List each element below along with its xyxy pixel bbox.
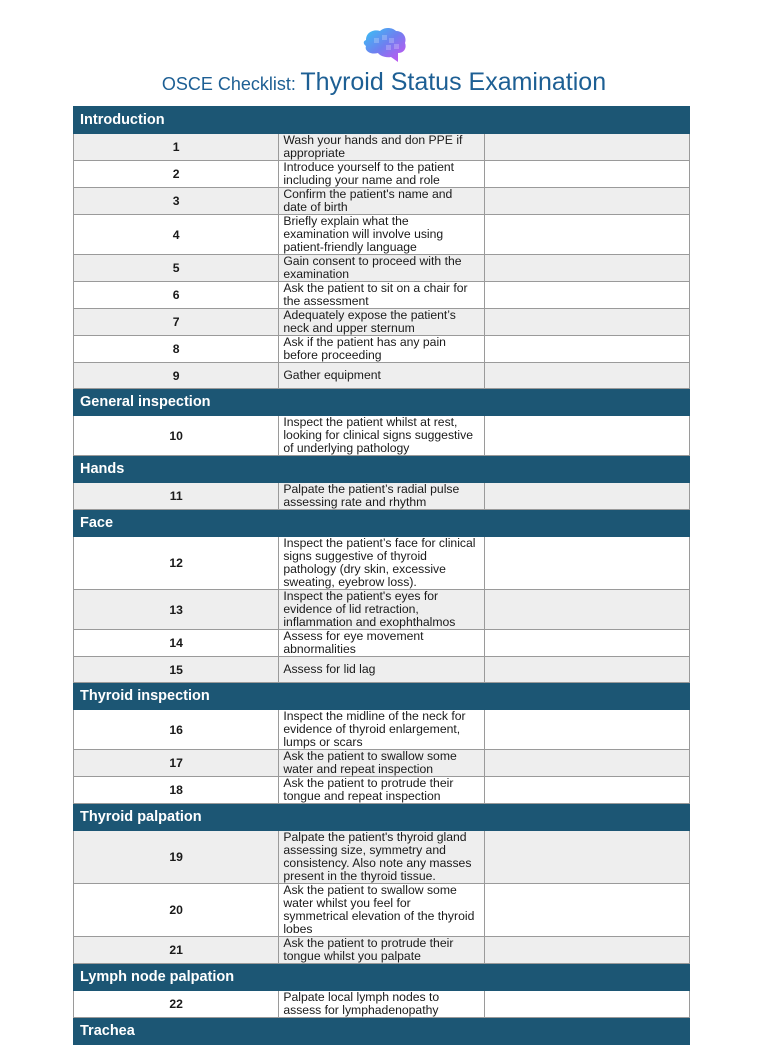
check-box[interactable]: [484, 831, 689, 884]
page-title: [0, 68, 768, 97]
check-box[interactable]: [484, 537, 689, 590]
check-box[interactable]: [484, 750, 689, 777]
item-text: Palpate local lymph nodes to assess for lymphadenopathy: [279, 991, 484, 1018]
check-box[interactable]: [484, 363, 689, 389]
checklist-row: [74, 483, 690, 510]
item-number: 14: [74, 630, 279, 657]
item-text: Introduce yourself to the patient including your name and role: [279, 161, 484, 188]
checklist-row: [74, 336, 690, 363]
item-text: Inspect the midline of the neck for evidence of thyroid enlargement, lumps or scars: [279, 710, 484, 750]
item-text: Ask the patient to protrude their tongue and repeat inspection: [279, 777, 484, 804]
check-box[interactable]: [484, 710, 689, 750]
item-number: 11: [74, 483, 279, 510]
checklist-row: [74, 657, 690, 683]
item-number: 20: [74, 884, 279, 937]
check-box[interactable]: [484, 590, 689, 630]
checklist-row: [74, 134, 690, 161]
section-title: Hands: [74, 456, 690, 483]
check-box[interactable]: [484, 282, 689, 309]
section-title: Introduction: [74, 107, 690, 134]
item-number: 2: [74, 161, 279, 188]
item-number: 13: [74, 590, 279, 630]
checklist-row: [74, 884, 690, 937]
section-header: [74, 389, 690, 416]
section-header: [74, 683, 690, 710]
checklist-row: [74, 363, 690, 389]
section-header: [74, 1018, 690, 1045]
item-text: Wash your hands and don PPE if appropriate: [279, 134, 484, 161]
section-title: Lymph node palpation: [74, 964, 690, 991]
item-number: 7: [74, 309, 279, 336]
check-box[interactable]: [484, 884, 689, 937]
item-number: 9: [74, 363, 279, 389]
section-title: Thyroid inspection: [74, 683, 690, 710]
checklist-row: [74, 590, 690, 630]
item-text: Assess for eye movement abnormalities: [279, 630, 484, 657]
item-text: Gain consent to proceed with the examination: [279, 255, 484, 282]
checklist-table: [73, 106, 690, 1045]
check-box[interactable]: [484, 937, 689, 964]
item-text: Confirm the patient's name and date of birth: [279, 188, 484, 215]
item-text: Ask if the patient has any pain before proceeding: [279, 336, 484, 363]
item-number: 4: [74, 215, 279, 255]
section-header: [74, 456, 690, 483]
check-box[interactable]: [484, 188, 689, 215]
checklist-row: [74, 282, 690, 309]
check-box[interactable]: [484, 777, 689, 804]
item-number: 17: [74, 750, 279, 777]
section-header: [74, 107, 690, 134]
section-title: Thyroid palpation: [74, 804, 690, 831]
checklist-row: [74, 188, 690, 215]
section-header: [74, 804, 690, 831]
item-number: 1: [74, 134, 279, 161]
checklist-row: [74, 831, 690, 884]
item-number: 18: [74, 777, 279, 804]
check-box[interactable]: [484, 657, 689, 683]
checklist-row: [74, 537, 690, 590]
item-text: Gather equipment: [279, 363, 484, 389]
item-text: Ask the patient to protrude their tongue whilst you palpate: [279, 937, 484, 964]
item-number: 21: [74, 937, 279, 964]
check-box[interactable]: [484, 483, 689, 510]
item-text: Inspect the patient’s face for clinical signs suggestive of thyroid pathology (dry skin, excessive sweating, eyebrow loss).: [279, 537, 484, 590]
checklist-row: [74, 937, 690, 964]
item-number: 10: [74, 416, 279, 456]
checklist-row: [74, 750, 690, 777]
checklist-row: [74, 215, 690, 255]
item-number: 15: [74, 657, 279, 683]
item-text: Inspect the patient's eyes for evidence of lid retraction, inflammation and exophthalmos: [279, 590, 484, 630]
check-box[interactable]: [484, 255, 689, 282]
item-number: 5: [74, 255, 279, 282]
check-box[interactable]: [484, 991, 689, 1018]
item-text: Assess for lid lag: [279, 657, 484, 683]
item-text: Briefly explain what the examination will involve using patient-friendly language: [279, 215, 484, 255]
item-text: Palpate the patient’s radial pulse assessing rate and rhythm: [279, 483, 484, 510]
item-text: Ask the patient to swallow some water and repeat inspection: [279, 750, 484, 777]
item-number: 12: [74, 537, 279, 590]
item-text: Ask the patient to sit on a chair for the assessment: [279, 282, 484, 309]
checklist-row: [74, 991, 690, 1018]
check-box[interactable]: [484, 416, 689, 456]
checklist-row: [74, 710, 690, 750]
check-box[interactable]: [484, 215, 689, 255]
section-title: Trachea: [74, 1018, 690, 1045]
check-box[interactable]: [484, 309, 689, 336]
title-main: Thyroid Status Examination: [300, 68, 607, 96]
item-number: 3: [74, 188, 279, 215]
item-text: Palpate the patient's thyroid gland assessing size, symmetry and consistency. Also note any masses present in the thyroid tissue.: [279, 831, 484, 884]
item-text: Inspect the patient whilst at rest, looking for clinical signs suggestive of underlying pathology: [279, 416, 484, 456]
checklist-row: [74, 416, 690, 456]
title-prefix: OSCE Checklist:: [161, 74, 296, 94]
section-title: Face: [74, 510, 690, 537]
checklist-row: [74, 630, 690, 657]
checklist-row: [74, 777, 690, 804]
section-header: [74, 510, 690, 537]
item-number: 19: [74, 831, 279, 884]
item-number: 22: [74, 991, 279, 1018]
item-number: 6: [74, 282, 279, 309]
checklist-row: [74, 255, 690, 282]
item-text: Adequately expose the patient’s neck and upper sternum: [279, 309, 484, 336]
check-box[interactable]: [484, 161, 689, 188]
section-title: General inspection: [74, 389, 690, 416]
check-box[interactable]: [484, 134, 689, 161]
check-box[interactable]: [484, 630, 689, 657]
item-number: 8: [74, 336, 279, 363]
section-header: [74, 964, 690, 991]
checklist-row: [74, 161, 690, 188]
checklist-row: [74, 309, 690, 336]
brain-icon: [360, 26, 408, 64]
item-number: 16: [74, 710, 279, 750]
check-box[interactable]: [484, 336, 689, 363]
item-text: Ask the patient to swallow some water whilst you feel for symmetrical elevation of the thyroid lobes: [279, 884, 484, 937]
